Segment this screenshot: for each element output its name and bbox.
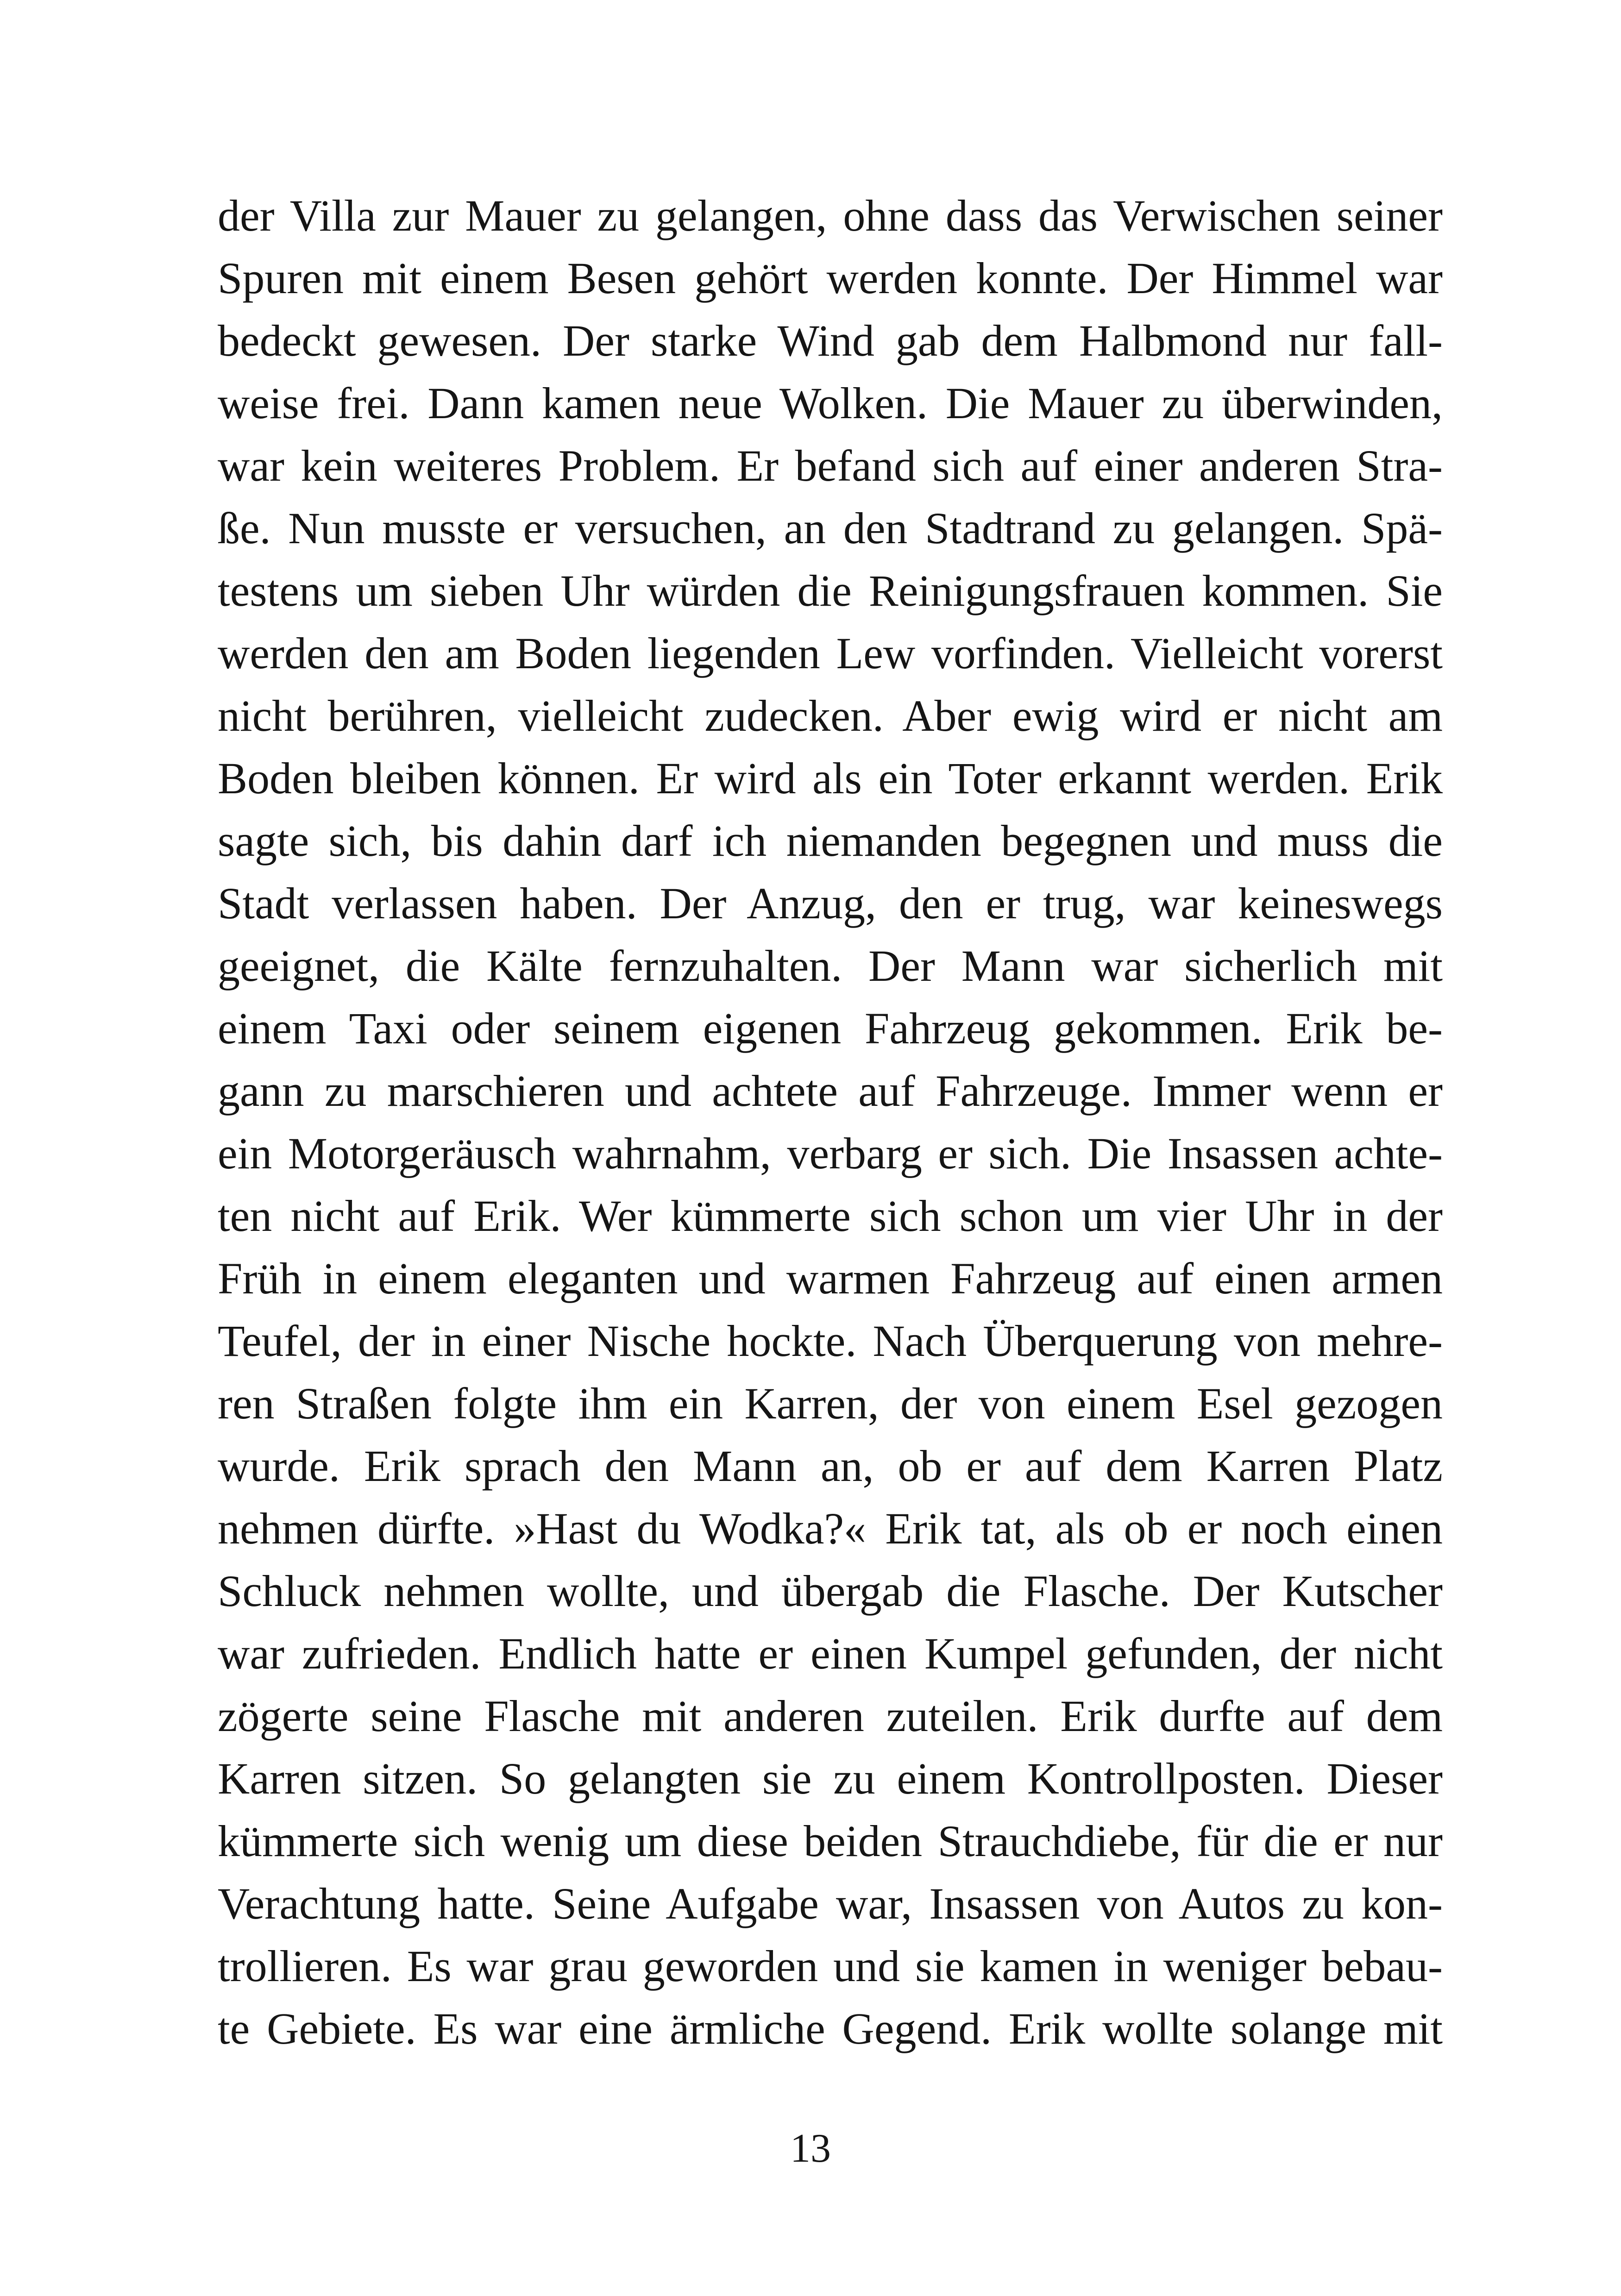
- text-line: gann zu marschieren und achtete auf Fahrzeuge. Immer wenn er: [218, 1066, 1443, 1116]
- text-line: testens um sieben Uhr würden die Reinigungsfrauen kommen. Sie: [218, 566, 1443, 615]
- text-line: Stadt verlassen haben. Der Anzug, den er trug, war keineswegs: [218, 878, 1443, 928]
- text-line: ße. Nun musste er versuchen, an den Stadtrand zu gelangen. Spä-: [218, 503, 1443, 553]
- text-line: te Gebiete. Es war eine ärmliche Gegend. Erik wollte solange mit: [218, 2004, 1443, 2053]
- text-line: ren Straßen folgte ihm ein Karren, der von einem Esel gezogen: [218, 1379, 1443, 1428]
- text-line: war zufrieden. Endlich hatte er einen Kumpel gefunden, der nicht: [218, 1629, 1443, 1678]
- text-line: geeignet, die Kälte fernzuhalten. Der Mann war sicherlich mit: [218, 941, 1443, 991]
- text-line: Schluck nehmen wollte, und übergab die Flasche. Der Kutscher: [218, 1566, 1443, 1616]
- text-line: weise frei. Dann kamen neue Wolken. Die Mauer zu überwinden,: [218, 378, 1443, 428]
- text-line: der Villa zur Mauer zu gelangen, ohne dass das Verwischen seiner: [218, 191, 1443, 240]
- page-number: 13: [790, 2126, 831, 2171]
- text-line: wurde. Erik sprach den Mann an, ob er auf dem Karren Platz: [218, 1441, 1443, 1491]
- text-line: Teufel, der in einer Nische hockte. Nach Überquerung von mehre-: [218, 1316, 1443, 1366]
- text-line: nehmen dürfte. »Hast du Wodka?« Erik tat, als ob er noch einen: [218, 1504, 1443, 1553]
- text-line: Früh in einem eleganten und warmen Fahrzeug auf einen armen: [218, 1254, 1443, 1303]
- text-line: nicht berühren, vielleicht zudecken. Aber ewig wird er nicht am: [218, 691, 1443, 740]
- text-line: werden den am Boden liegenden Lew vorfinden. Vielleicht vorerst: [218, 628, 1443, 678]
- text-line: kümmerte sich wenig um diese beiden Strauchdiebe, für die er nur: [218, 1816, 1443, 1866]
- text-line: war kein weiteres Problem. Er befand sich auf einer anderen Stra-: [218, 441, 1443, 490]
- text-line: Spuren mit einem Besen gehört werden konnte. Der Himmel war: [218, 253, 1443, 303]
- body-text: [218, 184, 1443, 2060]
- text-line: Karren sitzen. So gelangten sie zu einem Kontrollposten. Dieser: [218, 1754, 1443, 1803]
- text-line: ten nicht auf Erik. Wer kümmerte sich schon um vier Uhr in der: [218, 1191, 1443, 1241]
- text-line: zögerte seine Flasche mit anderen zuteilen. Erik durfte auf dem: [218, 1691, 1443, 1741]
- text-line: Boden bleiben können. Er wird als ein Toter erkannt werden. Erik: [218, 753, 1443, 803]
- text-line: Verachtung hatte. Seine Aufgabe war, Insassen von Autos zu kon-: [218, 1879, 1443, 1928]
- text-line: ein Motorgeräusch wahrnahm, verbarg er sich. Die Insassen achte-: [218, 1129, 1443, 1178]
- text-line: sagte sich, bis dahin darf ich niemanden begegnen und muss die: [218, 816, 1443, 866]
- text-line: bedeckt gewesen. Der starke Wind gab dem Halbmond nur fall-: [218, 316, 1443, 365]
- text-line: trollieren. Es war grau geworden und sie kamen in weniger bebau-: [218, 1941, 1443, 1991]
- text-line: einem Taxi oder seinem eigenen Fahrzeug gekommen. Erik be-: [218, 1004, 1443, 1053]
